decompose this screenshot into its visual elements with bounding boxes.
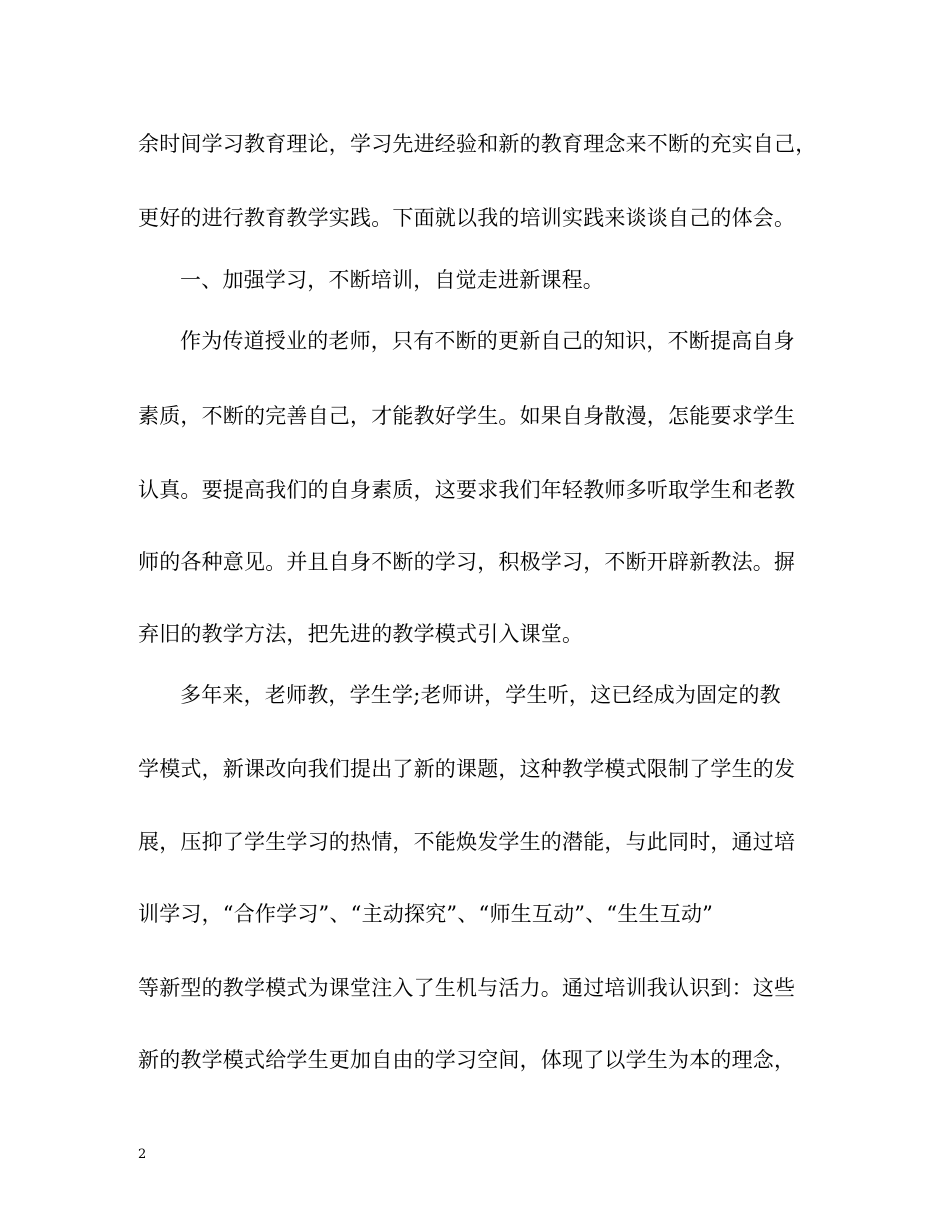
text-line: 多年来，老师教，学生学;老师讲，学生听，这已经成为固定的教 <box>180 683 781 707</box>
text-line: 师的各种意见。并且自身不断的学习，积极学习，不断开辟新教法。摒 <box>138 550 796 574</box>
page-number: 2 <box>138 1147 147 1162</box>
text-line: 作为传道授业的老师，只有不断的更新自己的知识，不断提高自身 <box>180 329 795 353</box>
text-line: 学模式，新课改向我们提出了新的课题，这种教学模式限制了学生的发 <box>138 757 796 781</box>
text-line: 新的教学模式给学生更加自由的学习空间，体现了以学生为本的理念， <box>138 1048 796 1072</box>
text-line: 认真。要提高我们的自身素质，这要求我们年轻教师多听取学生和老教 <box>138 478 796 502</box>
text-line: 等新型的教学模式为课堂注入了生机与活力。通过培训我认识到：这些 <box>138 976 796 1000</box>
text-line: 素质，不断的完善自己，才能教好学生。如果自身散漫，怎能要求学生 <box>138 404 796 428</box>
section-heading: 一、加强学习，不断培训，自觉走进新课程。 <box>180 268 604 292</box>
text-line: 训学习，“合作学习”、“主动探究”、“师生互动”、“生生互动” <box>138 902 714 926</box>
text-line: 更好的进行教育教学实践。下面就以我的培训实践来谈谈自己的体会。 <box>138 206 796 230</box>
text-line: 展，压抑了学生学习的热情，不能焕发学生的潜能，与此同时，通过培 <box>138 830 796 854</box>
text-line: 余时间学习教育理论，学习先进经验和新的教育理念来不断的充实自己， <box>138 132 817 156</box>
text-line: 弃旧的教学方法，把先进的教学模式引入课堂。 <box>138 622 584 646</box>
